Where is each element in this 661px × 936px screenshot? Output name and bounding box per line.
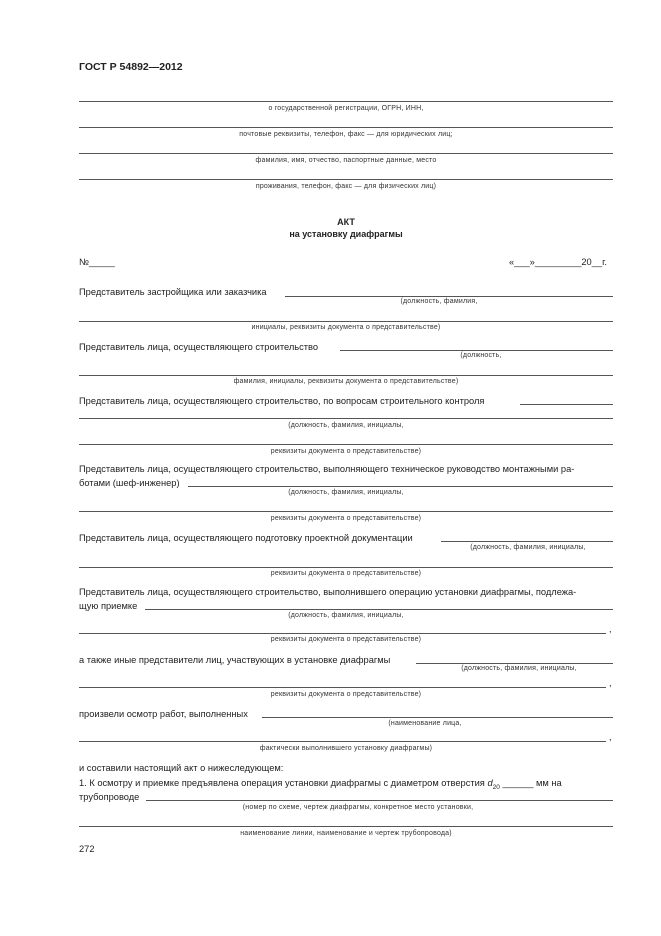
caption: наименование линии, наименование и чертеж трубопровода): [240, 830, 452, 837]
fill-line[interactable]: [79, 567, 613, 568]
rep-design-label: Представитель лица, осуществляющего подготовку проектной документации: [79, 533, 413, 543]
standard-header: ГОСТ Р 54892—2012: [79, 61, 183, 73]
fill-line[interactable]: [79, 687, 606, 688]
fill-line[interactable]: [79, 633, 606, 634]
caption: (должность,: [460, 352, 502, 359]
fill-line[interactable]: [79, 741, 606, 742]
fill-line[interactable]: [188, 486, 613, 487]
fill-line[interactable]: [79, 444, 613, 445]
fill-line[interactable]: [79, 375, 613, 376]
caption: о государственной регистрации, ОГРН, ИНН,: [268, 105, 424, 112]
fill-line[interactable]: [79, 321, 613, 322]
comma: ,: [609, 732, 612, 742]
rep-customer-label: Представитель застройщика или заказчика: [79, 287, 267, 297]
caption: инициалы, реквизиты документа о представительстве): [251, 324, 441, 331]
caption: реквизиты документа о представительстве): [270, 570, 422, 577]
caption: (должность, фамилия, инициалы,: [288, 489, 404, 496]
caption: реквизиты документа о представительстве): [270, 448, 422, 455]
item1-line1: [79, 778, 562, 791]
page-number: 272: [79, 844, 95, 854]
rep-control-label: Представитель лица, осуществляющего строительство, по вопросам строительного контроля: [79, 396, 485, 406]
act-date: «___»_________20__г.: [509, 257, 607, 267]
act-subtitle: на установку диафрагмы: [289, 229, 403, 239]
rep-operation-label-line1: Представитель лица, осуществляющего строительство, выполнившего операцию установки диафрагмы, подлежа-: [79, 587, 577, 597]
item1-line2: трубопроводе: [79, 792, 140, 802]
inspection-label: произвели осмотр работ, выполненных: [79, 709, 248, 719]
fill-line[interactable]: [520, 404, 613, 405]
act-number: №_____: [79, 257, 115, 267]
caption: (наименование лица,: [388, 720, 462, 727]
fill-line[interactable]: [416, 663, 613, 664]
caption: (должность, фамилия, инициалы,: [470, 544, 586, 551]
fill-line[interactable]: [79, 418, 613, 419]
d-symbol: d: [487, 778, 493, 788]
fill-line[interactable]: [79, 511, 613, 512]
item1-text-end: ______ мм на: [502, 778, 562, 788]
fill-line[interactable]: [441, 541, 613, 542]
caption: фамилия, имя, отчество, паспортные данные, место: [255, 157, 437, 164]
caption: фамилия, инициалы, реквизиты документа о представительстве): [233, 378, 459, 385]
rep-tech-label-line2: ботами (шеф-инженер): [79, 478, 180, 488]
caption: реквизиты документа о представительстве): [270, 691, 422, 698]
fill-line[interactable]: [285, 296, 613, 297]
fill-line[interactable]: [79, 826, 613, 827]
caption: (должность, фамилия, инициалы,: [288, 612, 404, 619]
caption: почтовые реквизиты, телефон, факс — для юридических лиц;: [239, 131, 453, 138]
caption: (должность, фамилия, инициалы,: [288, 422, 404, 429]
caption: (номер по схеме, чертеж диафрагмы, конкретное место установки,: [242, 804, 474, 811]
fill-line[interactable]: [79, 179, 613, 180]
fill-line[interactable]: [79, 153, 613, 154]
fill-line[interactable]: [340, 350, 613, 351]
item1-text: 1. К осмотру и приемке предъявлена операция установки диафрагмы с диаметром отверстия: [79, 778, 485, 788]
d-subscript: 20: [492, 783, 500, 791]
fill-line[interactable]: [79, 101, 613, 102]
rep-operation-label-line2: щую приемке: [79, 601, 138, 611]
caption: фактически выполнившего установку диафрагмы): [259, 745, 433, 752]
fill-line[interactable]: [145, 609, 613, 610]
compiled-label: и составили настоящий акт о нижеследующем:: [79, 763, 284, 773]
rep-tech-label-line1: Представитель лица, осуществляющего строительство, выполняющего техническое руководство монтажными ра-: [79, 464, 575, 474]
caption: (должность, фамилия, инициалы,: [461, 665, 577, 672]
fill-line[interactable]: [79, 127, 613, 128]
caption: проживания, телефон, факс — для физических лиц): [255, 183, 437, 190]
caption: (должность, фамилия,: [400, 298, 478, 305]
act-title: АКТ: [337, 217, 355, 227]
fill-line[interactable]: [262, 717, 613, 718]
comma: ,: [609, 678, 612, 688]
rep-others-label: а также иные представители лиц, участвующих в установке диафрагмы: [79, 655, 391, 665]
caption: реквизиты документа о представительстве): [270, 636, 422, 643]
fill-line[interactable]: [146, 800, 613, 801]
rep-builder-label: Представитель лица, осуществляющего строительство: [79, 342, 319, 352]
comma: ,: [609, 624, 612, 634]
caption: реквизиты документа о представительстве): [270, 515, 422, 522]
